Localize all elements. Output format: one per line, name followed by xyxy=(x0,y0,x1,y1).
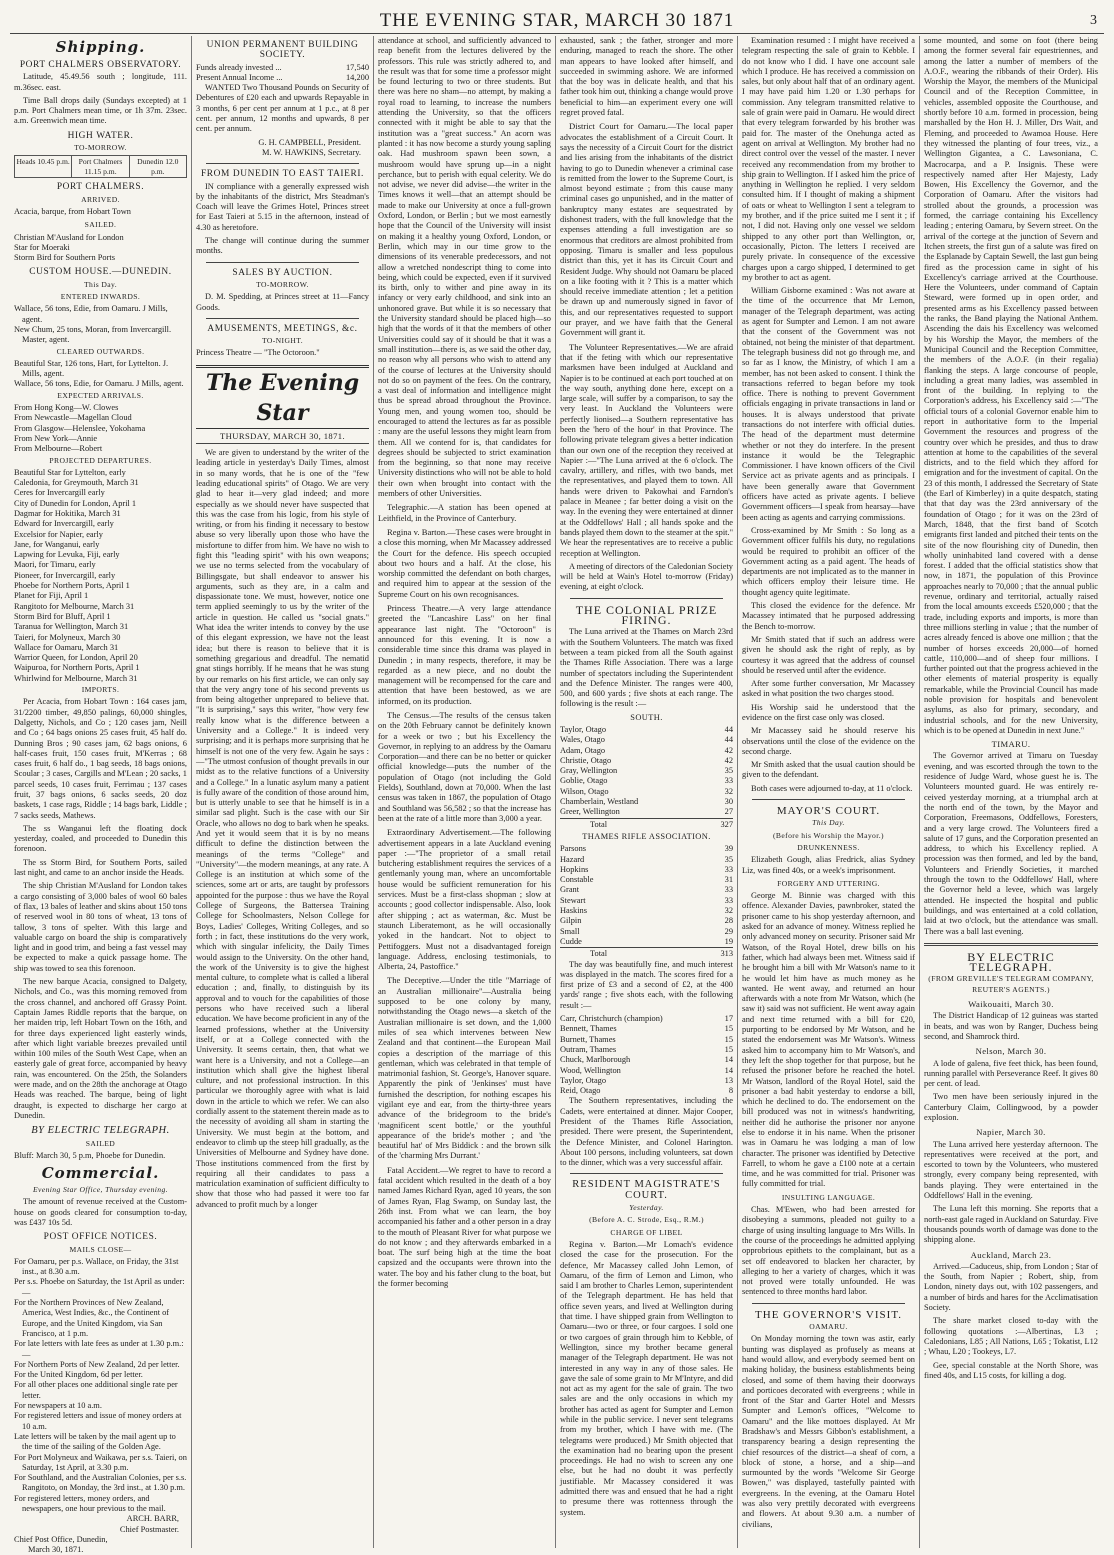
mayor-court-before: (Before his Worship the Mayor.) xyxy=(773,830,884,840)
score-row xyxy=(560,916,733,926)
high-water-sub: TO-MORROW. xyxy=(74,143,127,153)
score-row xyxy=(560,766,733,776)
score-name: Christie, Otago xyxy=(560,755,612,765)
outwards-label: CLEARED OUTWARDS. xyxy=(56,346,145,356)
evening-star-masthead: The Evening Star xyxy=(196,365,369,429)
score-name: Wood, Wellington xyxy=(560,1065,621,1075)
para-lead: The Census. xyxy=(387,710,432,720)
para-lead: Extraordinary Advertisement. xyxy=(387,827,493,838)
drunkenness-label: DRUNKENNESS. xyxy=(797,842,860,852)
union-line xyxy=(196,73,369,83)
score-row xyxy=(560,787,733,797)
south-scores-table xyxy=(560,725,733,830)
score-total-label: Total xyxy=(560,818,703,830)
score-row xyxy=(560,937,733,948)
para-text: —We regret to have to record a fatal accident which resulted in the death of a boy named James Richard Ryan, aged 10 years, the son of James Ryan, Flag Swamp, on Sunday last, the 26th inst. From what we can learn, the boy accompanied his father and a other person in a dray to the mouth of Pleasant River for what purpose we do not know ; and they afterwards embarked in a boat. The surf being high at the time the boat capsized and the occupants were thrown into the water. The boy and his father clung to the boat, but the former becoming xyxy=(378,1165,551,1289)
outwards-item: Wallace, 56 tons, Edie, for Oamaru. J Mills, agent. xyxy=(14,379,184,389)
score-name: Taylor, Otago xyxy=(560,725,607,734)
score-value: 17 xyxy=(724,1014,733,1024)
telegraph-text: Bluff: March 30, 5 p.m, Phoebe for Dunedin. xyxy=(14,1150,166,1160)
shipping-heading: Shipping. xyxy=(55,38,146,56)
resident-court-charge: CHARGE OF LIBEL xyxy=(610,1227,683,1237)
departures-label: PROJECTED DEPARTURES. xyxy=(49,455,152,465)
score-row xyxy=(560,776,733,786)
page-number: 3 xyxy=(1090,13,1098,28)
telegraph-heading: BY ELECTRIC TELEGRAPH. xyxy=(31,1125,170,1137)
para-lead: District Court for Oamaru. xyxy=(569,121,668,132)
adjourn-para: Both cases were adjourned to-day, at 11 o'clock. xyxy=(751,783,913,793)
telegraph-text: Arrived.—Caduceus, ship, from London ; Star of the South, from Napier ; Robert, ship, from London, ninety days out, with 102 passengers, and a number of birds and hares for the Acclimatisation Society. xyxy=(924,1261,1098,1313)
smith-para: Mr Smith stated that if such an address were given he should ask the right of reply, as by courtesy it was agreed that the address of counsel should be reserved until after the evidence. xyxy=(742,634,915,675)
auction-text: D. M. Spedding, at Princes street at 11—Fancy Goods. xyxy=(196,292,369,312)
masthead-title: THE EVENING STAR, MARCH 30 1871 xyxy=(379,10,735,31)
para-lead: Princess Theatre. xyxy=(387,603,451,614)
forgery-label: FORGERY AND UTTERING. xyxy=(777,878,880,888)
score-value: 33 xyxy=(724,895,733,905)
taieri-heading: FROM DUNEDIN TO EAST TAIERI. xyxy=(200,169,365,180)
governor-visit-text: On Monday morning the town was astir, early bunting was displayed as profusely as means at hand would allow, and everybody seemed bent on making holiday, the business establishments being closed, and some of them having their doorways and porticoes decorated with evergreens ; while in front of the Star and Garter Hotel and Messrs Sumpter and Lemon's offices, "Welcome to Oamaru" and the like mottoes displayed. At Mr Bradshaw's and Messrs Gibbon's establishment, a transparency bearing a design representing the chief resources of the district—a sheaf of corn, a block of stone, a horse, and a ship—and surmounted by the words "Welcome Sir George Bowen," was displayed, tastefully painted with evergreens. In the evening, at the Oamaru Hotel was also very prettily decorated with evergreens and flowers. At about 9.30 a.m. a number of civilians, xyxy=(742,1334,915,1529)
customs-day: This Day. xyxy=(83,279,118,289)
score-total-value: 327 xyxy=(703,818,733,830)
news-paragraph xyxy=(378,827,551,972)
commercial-heading: Commercial. xyxy=(41,1164,160,1183)
para-text: —A station has been opened at Leithfield, in the Province of Canterbury. xyxy=(378,503,551,523)
high-water-heading: HIGH WATER. xyxy=(67,130,134,141)
union-line xyxy=(196,63,369,73)
departure-item: Phoebe for Northern Ports, April 1 xyxy=(14,581,130,591)
leader-text: We are given to understand by the writer of the leading article in yesterday's Daily Times, almost in so many words, that he is one of the "few leading educational spirits" of Otago. We are very glad to hear it—very glad indeed; and more especially as we should never have suspected that this was the case from his logic, from his style of writing, or from his finding it necessary to bestow abuse so very liberally upon those who have the misfortune to differ from him. We have no wish to fight this "leading spirit" with his own weapons; we use no terms selected from the vocabulary of Billingsgate, but shall endeavor to answer his arguments, such as they are, in a calm and dispassionate tone. We must, however, notice one term applied seemingly to us by the writer of the article in question. He called us "social gnats." What idea the writer intends to convey by the use of this elegant expression, we have not the least idea; but there is reason to believe that it is something gregarious and dreadful. The nematid gnat stings horribly. If he means that he was stung by our remarks on his first article, we can only say that the very angry tone of his second prevents us from being altogether unprepared to believe that. "It is surprising," says this writer, "how very few really know what is the difference between a University and a College." It is indeed very surprising; and it is perhaps more surprising that he himself is not one of the very few. Again he says :—"The utmost confusion of thought prevails in our midst as to the relative functions of a University and a College." In a lunatic asylum many a patient is fully aware of the condition of those around him, but is utterly unable to see that he himself is in a similar sad plight. Such is the case with our Sir Oracle, who allows no dog to bark when he speaks. And yet it would seem that it is by no means difficult to define the distinction between the meanings of the terms "College" and "University"—the modern meanings, at any rate. A College is an institution at which some of the sciences, some art or arts, are taught by professors appointed for the purpose : thus we have the Royal College of Surgeons, the Battersea Training College for Schoolmasters, Nelson College for Boys, Ladies' Colleges, Writing Colleges, and so forth ; in fact, these institutions do the very work, which with singular infelicity, the Daily Times would assign to the University. On the other hand, the work of the University is to give the highest mental culture, to complete what is called a liberal education ; and, finally, to distinguish by its approval and to vouch for the capabilities of those persons who have received such a liberal education. We have become proficient in any of the learned professions, whether at the University itself, or at a College connected with the University. It seems certain, then, that what we want here is a University, and not a College—an institution which shall give the highest liberal culture, and not professional instruction. In this particular we thoroughly agree with what is laid down in the article to which we refer. We can also cordially assent to the statement therein made as to the necessity of avoiding all sham in starting the University. We must begin at the bottom, and endeavor to climb up the steep hill gradually, as the Universities of Melbourne and Sydney have done. Those institutions commenced from the first by requiring all their candidates to pass a matriculation examination of sufficient difficulty to show that those who had passed it were too far advanced to profit much by a longer xyxy=(196,448,369,1209)
news-paragraphs xyxy=(378,502,551,1289)
sailed-item: Storm Bird for Southern Ports xyxy=(14,253,115,263)
score-value: 27 xyxy=(724,807,733,817)
departure-item: Ceres for Invercargill early xyxy=(14,488,105,498)
score-name: Burnett, Thames xyxy=(560,1034,616,1044)
column-1 xyxy=(10,36,192,1555)
observatory-ball: Time Ball drops daily (Sundays excepted) at 1 p.m. Port Chalmers mean time, or 1h 37m. 23sec. a.m. Greenwich mean time. xyxy=(14,95,187,126)
departure-item: Waipuroa, for Northern Ports, April 1 xyxy=(14,663,140,673)
post-item: For late letters with late fees as under at 1.30 p.m.:— xyxy=(14,1339,184,1359)
smith-para-2: Mr Smith asked that the usual caution should be given to the defendant. xyxy=(742,760,915,780)
score-row xyxy=(560,927,733,937)
leader-continued: attendance at school, and sufficiently advanced to reap benefit from the lectures delivered by the professors. This rule was strictly adhered to, and the result was that for some time a professor might be found lecturing to two or three students. But there was here no sham—no attempt, by making a royal road to learning, to increase the numbers attending the University, so that the officers connected with it might be able to say that the institution was a "great success." An acorn was planted : it has now become a sturdy young sapling oak. Had mushroom spawn been sown, a mushroom would have sprung up—in a night perchance, but to perish with equal celerity. We do not advise, we never did advise—the writer in the Times knows it well—that an attempt should be made to make our University at once a full-grown Oxford, London, or Berlin ; but we most earnestly hope that the Council of the University will insist on making it a healthy young Oxford, London, or Berlin, which may in our time grow to the dimensions of its venerable predecessors, and not allow a wretched nondescript thing to come into being, which could be expected, even if it survived its birth, only to wither and pine away in its infancy or very early childhood, and sink into an unhonored grave. But while it is so necessary that the University standard should be placed high—so high that the words of it that the members of other Universities could say of it should be that it was a small institution—there is, as we said the other day, no reason why all persons who wish to attend any of the course of lectures at the University should not do so on payment of the fees. On the contrary, a vast deal of information and intelligence might thus be spread abroad throughout the Province. Young men, and young women too, should be encouraged to attend the lectures as far as possible : many are the useful lessons they might learn from them. All we contend for is, that candidates for degrees should be subjected to strict examination from the beginning, so that none may receive University distinctions who will not be able to hold their own when brought into contact with the members of other Universities. xyxy=(378,36,551,499)
mayor-court-day: This Day. xyxy=(812,818,845,828)
divider xyxy=(206,163,359,164)
score-value: 31 xyxy=(724,875,733,885)
union-heading: UNION PERMANENT BUILDING SOCIETY. xyxy=(206,40,359,61)
news-paragraph xyxy=(378,502,551,524)
column-6 xyxy=(920,36,1102,1548)
post-item: For Port Molyneux and Waikawa, per s.s. Taieri, on Saturday, 1st April, at 3.30 p.m. xyxy=(14,1452,187,1472)
divider xyxy=(752,1303,905,1304)
telegraph-place: Auckland, March 23. xyxy=(970,1249,1052,1260)
news-paragraph xyxy=(378,710,551,824)
departure-item: Taranua for Wellington, March 31 xyxy=(14,622,129,632)
para-text: —These cases were brought in a close this morning, when Mr Macassey addressed the Court for the defence. His speech occupied about two hours and a half. At the close, his worship committed the defendant on both charges, and required him to appear at the session of the Supreme Court on his own recognisances. xyxy=(378,527,551,599)
score-row xyxy=(560,756,733,766)
post-item: For registered letters, money orders, and newspapers, one hour previous to the mail. xyxy=(14,1493,166,1513)
resident-court-day: Yesterday. xyxy=(629,1203,664,1213)
score-value: 14 xyxy=(724,1065,733,1075)
taieri-text: IN compliance with a generally expressed wish by the inhabitants of the district, Mrs Steadman's Coach will leave the Grimes Hotel, Princes street for East Taieri at 5.15 in the afternoon, instead of 4.30 as heretofore. xyxy=(196,181,369,232)
news-paragraph xyxy=(378,603,551,707)
score-name: Chuck, Marlborough xyxy=(560,1055,631,1065)
telegraph-text: A lode of galena, five feet thick, has been found, running parallel with Perseverance Reef. It gives 80 per cent. of lead. xyxy=(924,1058,1098,1089)
post-item: For all other places one additional single rate per letter. xyxy=(14,1380,178,1400)
fatal-continued: exhausted, sank ; the father, stronger and more enduring, managed to reach the shore. The other man appears to have looked after himself, and succeeded in swimming ashore. We are informed that the boy was in delicate health, and that his father took him out, thinking a change would prove beneficial to him—an experiment every one will regret proved fatal. xyxy=(560,36,733,118)
score-name: Cudde xyxy=(560,936,582,946)
sailed-item: Star for Moeraki xyxy=(14,242,70,252)
score-row xyxy=(560,855,733,865)
departure-item: Beautiful Star for Lyttelton, early xyxy=(14,467,126,477)
post-sign-title: Chief Postmaster. xyxy=(119,1524,179,1534)
post-footer: Chief Post Office, Dunedin, xyxy=(14,1534,108,1544)
post-item: For the United Kingdom, 6d per letter. xyxy=(14,1370,143,1380)
score-row xyxy=(560,844,733,854)
page-masthead xyxy=(10,8,1104,34)
post-heading: POST OFFICE NOTICES. xyxy=(43,1232,158,1243)
score-row xyxy=(560,1086,733,1096)
score-name: Outram, Thames xyxy=(560,1044,617,1054)
score-name: Wilson, Otago xyxy=(560,786,609,796)
score-row xyxy=(560,896,733,906)
telegraph-source: (FROM GREVILLE'S TELEGRAM COMPANY, REUTER'S AGENTS.) xyxy=(928,974,1094,994)
column-2 xyxy=(192,36,374,1548)
score-value: 15 xyxy=(724,1044,733,1054)
telegraph-place: Napier, March 30. xyxy=(976,1127,1046,1138)
score-name: Gilpin xyxy=(560,916,582,926)
departure-item: Whirlwind for Melbourne, March 31 xyxy=(14,673,138,683)
inwards-label: ENTERED INWARDS. xyxy=(60,292,141,302)
observatory-heading: PORT CHALMERS OBSERVATORY. xyxy=(19,60,182,70)
telegraph-text: The share market closed to-day with the following quotations :—Albertinas, L3 ; Caledonians, L85 ; All Nations, L65 ; Tokatist, L12 ; Whau, L20 ; Tookeys, L7. xyxy=(924,1316,1098,1357)
score-total-value: 313 xyxy=(703,948,733,960)
outwards-item: Beautiful Star, 126 tons, Hart, for Lyttelton. J. Mills, agent. xyxy=(14,358,169,379)
score-value: 29 xyxy=(724,926,733,936)
prize-firing-text-2: The day was beautifully fine, and much interest was displayed in the match. The scores fired for a first prize of £3 and a second of £2, at the 400 yards' range ; five shots each, with the following result :— xyxy=(560,959,733,1010)
score-name: Reid, Otago xyxy=(560,1086,601,1096)
departure-item: Edward for Invercargill, early xyxy=(14,519,114,529)
union-line-label: Funds already invested ... xyxy=(196,62,282,72)
auction-heading: SALES BY AUCTION. xyxy=(232,267,333,278)
score-row xyxy=(560,807,733,818)
score-name: Stewart xyxy=(560,895,586,905)
score-name: Gray, Wellington xyxy=(560,766,618,776)
score-name: Chamberlain, Westland xyxy=(560,797,639,807)
score-value: 33 xyxy=(724,885,733,895)
score-row xyxy=(560,1076,733,1086)
departures-list xyxy=(14,468,187,684)
score-row xyxy=(560,1035,733,1045)
score-value: 33 xyxy=(724,864,733,874)
news-paragraph xyxy=(378,1165,551,1290)
departure-item: Jane, for Wanganui, early xyxy=(14,539,100,549)
amusements-sub: TO-NIGHT. xyxy=(261,336,304,346)
departure-item: Maori, for Timaru, early xyxy=(14,560,96,570)
mails-close: MAILS CLOSE— xyxy=(69,1244,132,1254)
tide-table xyxy=(14,155,187,178)
union-line-value: 17,540 xyxy=(345,62,369,72)
union-sign-secretary: M. W. HAWKINS, Secretary. xyxy=(261,147,361,157)
departure-item: Storm Bird for Bluff, April 1 xyxy=(14,611,111,621)
para-lead: Regina v. Barton. xyxy=(387,526,448,537)
score-value: 44 xyxy=(724,725,733,734)
telegraph-sailed-label: SAILED xyxy=(85,1138,116,1148)
expected-item: From Glasgow—Helenslee, Yokohama xyxy=(14,423,146,433)
commercial-office: Evening Star Office, Thursday evening. xyxy=(33,1185,168,1195)
score-row xyxy=(560,875,733,885)
port-chalmers-heading: PORT CHALMERS. xyxy=(56,182,145,193)
para-text: —The results of the census taken on the 20th February cannot be definitely known for a week or two ; but his Excellency the Governor, in replying to an address by the Oamaru Corporation—and there can be no better or quicker official knowledge—puts the number of the population of Otago (not including the Gold Fields), Southland, down at 70,000. When the last census was taken in 1867, the population of Otago and Southland was 56,582 ; so that the increase has been at the rate of a little more than 3,000 a year. xyxy=(378,711,551,823)
score-value: 42 xyxy=(724,755,733,765)
score-value: 8 xyxy=(728,1086,733,1096)
departure-item: Planet for Fiji, April 1 xyxy=(14,591,89,601)
divider xyxy=(570,1173,723,1174)
news-item: The ss Wanganui left the floating dock yesterday, coaled, and proceeded to Dunedin this forenoon. xyxy=(14,823,187,854)
taieri-note: The change will continue during the summer months. xyxy=(196,236,369,256)
expected-item: From Hong Kong—W. Clowes xyxy=(14,403,119,413)
union-line-value: 14,200 xyxy=(345,72,369,82)
departure-item: Wallace for Oamaru, March 31 xyxy=(14,642,119,652)
score-value: 35 xyxy=(724,854,733,864)
score-value: 39 xyxy=(724,844,733,854)
telegraph-place: Waikouaiti, March 30. xyxy=(968,999,1054,1010)
governor-visit-heading: THE GOVERNOR'S VISIT. xyxy=(755,1308,902,1321)
score-total-row xyxy=(560,948,733,960)
timaru-text: The Governor arrived at Timaru on Tuesday evening, and was escorted through the town to the residence of Judge Ward, whose guest he is. The Volunteers mounted guard. He was entirely re-ceived yesterday morning, at a triumphal arch at the north end of the town, by the Mayor and Corporation, Freemasons, Oddfellows, Foresters, and a very large crowd. The Volunteers fired a salute of 17 guns, and the Corporation presented an address, to which his Excellency replied. A procession was then formed, and led by the band, Volunteers and Friendly Societies, it marched through the town to the Oddfellows' Hall, where the Governor held a levee, which was largely attended. He inspected the hospital and public buildings, and was entertained at a cold collation, laid at two o'clock, but the attendance was small. There was a ball last evening. xyxy=(924,751,1098,936)
telegraph-text: The Luna left this morning. She reports that a north-east gale raged in Auckland on Saturday. Five thousands pounds worth of damage was done to the shipping alone. xyxy=(924,1204,1098,1245)
score-value: 35 xyxy=(724,766,733,776)
column-4 xyxy=(556,36,738,1548)
score-row xyxy=(560,906,733,916)
insult-label: INSULTING LANGUAGE. xyxy=(781,1192,876,1202)
para-text: —The local paper advocates the establishment of a Circuit Court. It says the necessity of a Circuit Court for the district and lies arising from the inhabitants of the district having to go to Dunedin whenever a criminal case is remitted from the lower to the Supreme Court, is almost beyond estimate ; from this cause many criminal cases go unpunished, and in the matter of bankruptcy many estates are sequestrated by dishonest traders, with the full knowledge that the expenses attending a full investigation are so enormous that creditors are almost prohibited from opposing. Timaru is smaller and less populous district than this, yet it has its Circuit Court and Resident Judge. Why should not Oamaru be placed on a like footing with it ? This is a matter which should receive immediate attention ; let a petition be drawn up and numerously signed in favor of this, and our representatives requested to support our prayer, and we have faith that the General Government will grant it. xyxy=(560,122,733,338)
score-row xyxy=(560,1055,733,1065)
score-value: 15 xyxy=(724,1024,733,1034)
close-para: This closed the evidence for the defence. Mr Macassey intimated that he purposed addressing the Bench to-morrow. xyxy=(742,601,915,631)
timaru-heading: TIMARU. xyxy=(991,739,1031,750)
telegraph-items xyxy=(924,999,1098,1381)
sailed-item: Christian M'Ausland for London xyxy=(14,232,124,242)
score-value: 14 xyxy=(724,1055,733,1065)
forgery-text: George M. Binnie was charged with this offence. Alexander Davies, pawnbroker, stated the prisoner came to his shop yesterday afternoon, and asked for an advance of money. Witness replied he only advanced money on security. Prisoner said Mr Watson, of the Royal Hotel, drew bills on his father, which had always been met. Witness said if he brought him a bill with Mr Watson's name to it he would let him have as much money as he wanted. He went away, and returned an hour afterwards with a note from Mr Watson, which (he saw it) said was not sufficient. He went away again and next time returned with a bill for £20, purporting to be endorsed by Mr Watson, and he stated the endorsement was Mr Watson's. Witness asked him to accompany him to Mr Watson's, and they left the shop together for that purpose, but he refused the prisoner before he reached the hotel. Mr Watson, landlord of the Royal Hotel, said the prisoner a bad habit yesterday to endorse a bill, which he declined to do. The endorsement on the bill produced was not in witness's handwriting, neither did he authorise the prisoner nor anyone else to endorse it in his name. When the prisoner was in Oamaru he was lodging a man of low character. The prisoner was identified by Detective Farrell, to whom he gave a £100 note at a certain time, and he was committed for trial. Prisoner was fully committed for trial. xyxy=(742,891,915,1189)
score-name: Haskins xyxy=(560,906,587,916)
score-name: Small xyxy=(560,926,580,936)
departure-item: Rangitoto for Melbourne, March 31 xyxy=(14,601,135,611)
union-line-label: Present Annual Income ... xyxy=(196,72,283,82)
amusements-heading: AMUSEMENTS, MEETINGS, &c. xyxy=(207,323,358,334)
score-row xyxy=(560,885,733,895)
expected-item: From Melbourne—Robert xyxy=(14,444,103,454)
customs-heading: CUSTOM HOUSE.—DUNEDIN. xyxy=(29,267,172,278)
post-item: For the Northern Provinces of New Zealand, America, West Indies, &c., the Continent of Europe, and the United Kingdom, via San Francisco, at 1 p.m. xyxy=(14,1298,170,1338)
cross-para: Cross-examined by Mr Smith : So long as a Government officer fulfils his duty, no regulations would be required to prohibit an officer of the Government acting as a paid agent. The heads of departments are not implicated as to the manner in which officers employ their leisure time. He thought agency quite legitimate. xyxy=(742,525,915,597)
score-name: Carr, Christchurch (champion) xyxy=(560,1014,663,1024)
post-item: For Southland, and the Australian Colonies, per s.s. Rangitoto, on Monday, the 3rd inst., at 1.30 p.m. xyxy=(14,1473,187,1493)
insult-text: Chas. M'Ewen, who had been arrested for disobeying a summons, pleaded not guilty to a charge of using insulting language to Mrs Wills. In the course of the proceedings he admitted applying opprobrious epithets to the complainant, but as a set off endeavored to blacken her character, by alleging to her a variety of charges, which it was not proved were totally unfounded. He was sentenced to three months hard labor. xyxy=(742,1205,915,1297)
para-lead: Fatal Accident. xyxy=(387,1164,440,1175)
score-name: Bennett, Thames xyxy=(560,1024,617,1034)
auction-sub: TO-MORROW. xyxy=(256,279,309,289)
district-court-para xyxy=(560,121,733,338)
post-sign-name: ARCH. BARR, xyxy=(126,1514,179,1524)
departure-item: Taieri, for Molyneux, March 30 xyxy=(14,632,121,642)
post-list xyxy=(14,1257,187,1514)
telegraph-text: The District Handicap of 12 guineas was started in beats, and was won by Ranger, Duchess being second, and Shamrock third. xyxy=(924,1011,1098,1041)
score-row xyxy=(560,797,733,807)
score-row xyxy=(560,1066,733,1076)
sailed-label: SAILED. xyxy=(84,220,117,230)
post-item: Late letters will be taken by the mail agent up to the time of the sailing of the Golden Age. xyxy=(14,1431,176,1452)
gisborne-para: William Gisborne examined : Was not aware at the time of the occurrence that Mr Lemon, manager of the Telegraph department, was acting as agent for Sumpter and Lemon. I am not aware that the consent of the Government was not obtained, not being the minister of that department. The telegraph business did not go through me, and so far as I know, the Ministry, of which I am a member, has not been asked to consent. I think the transactions referred to began before my took office. There is nothing to prevent Government officials engaging in private transactions in land or houses. It is always understood that private transactions do not interfere with official duties. The head of the department must determine whether or not they do interfere. In the present instance it would be the Telegraphic Commissioner. I have known officers of the Civil Service act as private agents and as principals. I have been generally aware that Government officers have acted as private agents. I believe Government officers—I speak from hearsay—have been acting as agents and carrying commissions. xyxy=(742,286,915,522)
score-total-row xyxy=(560,818,733,830)
expected-list xyxy=(14,403,187,454)
divider xyxy=(206,318,359,319)
commercial-text: The amount of revenue received at the Custom-house on goods cleared for consumption to-day, was £437 10s 5d. xyxy=(14,1197,187,1227)
inwards-item: Wallace, 56 tons, Edie, from Oamaru. J Mills, agent. xyxy=(14,304,168,324)
news-item: The ship Christian M'Ausland for London takes a cargo consisting of 3,000 bales of wool 60 bales of flax, 13 bales of leather and skins about 150 tons of reserved wool in 80 tons of wheat, 13 tons of tallow, 3 tons of spelter. With this large and valuable cargo on board the ship is comparatively light and in good trim, and being a fast vessel may be expected to make a quick passage home. The ship was towed to sea this forenoon. xyxy=(14,881,187,973)
imports-text: Per Acacia, from Hobart Town : 164 cases jam, 31/2200 timber, 49,850 palings, 60,000 shingles, Dalgetty, Nichols, and Co ; 120 cases jam, Neill and Co ; 64 bags onions 25 cases fruit, 45 half do. Dunning Bros ; 90 cases jam, 62 bags onions, 6 half-cases fruit, 150 cases fruit, M'Kerras ; 68 cases fruit, 6 half do., 1 bag seeds, 18 bags onions, Scoular ; 3 cases, Cargills and M'Lean ; 20 sacks, 1 parcel seeds, 10 cases fruit, Ferrimau ; 137 cases fruit, 37 bags onions, 6 sacks seeds, 20 doz baskets, 1 case rags, Riddle ; 14 bags bark, Liddle ; 7 sacks seeds, Mathews. xyxy=(14,697,187,820)
thames-label: THAMES RIFLE ASSOCIATION. xyxy=(582,831,711,841)
score-row xyxy=(560,1045,733,1055)
post-footer-date: March 30, 1871. xyxy=(28,1545,84,1555)
score-value: 30 xyxy=(724,797,733,807)
para-lead: The Deceptive. xyxy=(387,975,442,986)
exam-continued: Examination resumed : I might have received a telegram respecting the sale of grain to Kebble. I do not know who I did. I have one account sale which I produce. He has received a commission on sales, but only about half that of an ordinary agent. I may have paid him 1.20 or 1.30 perhaps for commission. Any telegram transmitted relative to sale of grain were paid in Oamaru. He would direct that every telegram forwarded by his brother was paid for. The master of the Onehunga acted as agent on arrival at Wellington. My brother had no direct control over the vessel of the master. I never received any recommendation from my brother to ship grain to Wellington. If I asked him the price of anything in Wellington he replied. I very seldom consulted him. If I thought of making a shipment of oats or wheat to Wellington I sent a telegram to my brother, and if the price suited me I sent it ; if not, I did not. Having only one vessel we seldom shipped to any other port than Wellington, or, occasionally, Picton. The letters I received are purely private. In consequence of the excessive charges upon a cargo shipped, I determined to get my brother to act as agent. xyxy=(742,36,915,282)
telegraph-text: The Luna arrived here yesterday afternoon. The representatives were received at the port, and escorted to town by the Volunteers, who mustered strongly, every company being represented, with bands playing. They were entertained in the Oddfellows' Hall in the evening. xyxy=(924,1139,1098,1201)
score-value: 44 xyxy=(724,735,733,745)
departure-item: Lapwing for Levuka, Fiji, early xyxy=(14,550,120,560)
resident-court-text: Regina v. Barton.—Mr Lomach's evidence closed the case for the prosecution. For the defence, Mr Macassey called John Lemon, of Oamaru, of the firm of Lemon and Limon, who said I am brother to Charles Lemon, superintendent of the Telegraph department. He has held that office seven years, and lived at Wellington during that time. I have shipped grain from Wellington to Oamaru—two or three, or four cargoes. I sold one or two cargoes of grain through him to Kebble, of Wellington, since my brother became general manager of the Telegraph department. He was not interested in any way in any of those sales. He gave the sale of some grain to Mr M'Intyre, and did not act as my agent for the sale of grain. The two sales are and the only occasions in which my brother has acted as agent for Sumpter and Lemon while in the public service. I never sent telegrams from my brother, which I have with me. (The telegrams were produced.) Mr Smith objected that the examination had no bearing upon the present proceedings. He had no wish to screen any one else, but he had no doubt it was perfectly justifiable. Mr Macassey considered it was admitted there was and ensued that he had a right to presume there was rottenness through the system. xyxy=(560,1239,733,1517)
prize-firing-heading: THE COLONIAL PRIZE FIRING. xyxy=(575,602,718,628)
column-3 xyxy=(374,36,556,1548)
score-total-label: Total xyxy=(560,948,703,960)
score-value: 32 xyxy=(724,786,733,796)
post-item: For newspapers at 10 a.m. xyxy=(14,1401,102,1411)
score-value: 28 xyxy=(724,916,733,926)
divider xyxy=(570,598,723,599)
worship-para: His Worship said he understood that the evidence on the first case only was closed. xyxy=(742,702,915,722)
score-name: Taylor, Otago xyxy=(560,1075,607,1085)
expected-label: EXPECTED ARRIVALS. xyxy=(57,390,144,400)
score-name: Goblie, Otago xyxy=(560,776,608,786)
resident-court-before: (Before A. C. Strode, Esq., R.M.) xyxy=(589,1215,704,1225)
score-row xyxy=(560,746,733,756)
double-divider xyxy=(924,943,1098,946)
prize-scores-table xyxy=(560,1014,733,1096)
para-text: —Under the title "Marriage of an Australian millionaire"—Australia being supposed to be one colony by many, notwithstanding the Otago news—a sketch of the Australian millionaire is set down, and the 1,000 miles of sea which intervenes between New Zealand and that continent—the European Mail copies a description of the marriage of this gentleman, which was celebrated in that temple of matrimonial fashion, St. George's, Hanover square. Apparently the pink of 'Jenkinses' must have furnished the description, for nothing escapes his vigilant eye and ear, from the thirty-three years advance of the bridegroom to the bride's 'magnificent scent bottle,' or the youthful appearance of the bride's mother ; and 'the beautiful hat' of Mrs Biddick : and the brown silk of the 'charming Mrs Durrant.' xyxy=(378,976,551,1161)
score-row xyxy=(560,1014,733,1024)
score-name: Adam, Otago xyxy=(560,745,606,755)
score-row xyxy=(560,735,733,745)
tide-heads: Heads 10.45 p.m. xyxy=(15,156,72,177)
post-item: For Oamaru, per p.s. Wallace, on Friday, the 31st inst., at 8.30 a.m. xyxy=(14,1256,179,1277)
south-label: SOUTH. xyxy=(630,712,663,722)
divider xyxy=(752,799,905,800)
news-item: The new barque Acacia, consigned to Dalgety, Nichols, and Co., was this morning removed from the cross channel, and anchored off Grassy Point. Captain James Riddle reports that the barque, on her maiden trip, left Hobart Town on the 16th, and for three days experienced light easterly winds, after which light variable breezes prevailed until within 100 miles of the South West Cape, when an easterly gale of great force, accompanied by heavy rain, was encountered. On the 25th, the Solanders were made, and on the 28th the anchorage at Otago Heads was reached. The barque, being of light draught, is expected to discharge her cargo at Dunedin. xyxy=(14,977,187,1120)
score-value: 13 xyxy=(724,1075,733,1085)
mayor-court-heading: MAYOR'S COURT. xyxy=(776,805,881,818)
para-lead: The Volunteer Representatives. xyxy=(569,341,679,352)
score-name: Constable xyxy=(560,875,594,885)
score-name: Greer, Wellington xyxy=(560,807,620,817)
post-item: For registered letters and issue of money orders at 10 a.m. xyxy=(14,1411,182,1431)
para-lead: Telegraphic. xyxy=(387,502,430,513)
news-item: The ss Storm Bird, for Southern Ports, sailed last night, and came to an anchor inside the Heads. xyxy=(14,857,187,878)
inwards-item: New Chum, 25 tons, Moran, from Invercargill. Master, agent. xyxy=(14,324,172,345)
column-5 xyxy=(738,36,920,1548)
score-name: Hazard xyxy=(560,854,585,864)
telegraph-text: Two men have been seriously injured in the Canterbury Claim, Collingwood, by a powder explosion. xyxy=(924,1092,1098,1122)
para-text: —The following advertisement appears in a late Auckland evening paper :—"The proprietor of a small retail butchering establishment requires the services of a gentlemanly young man, where an uncomfortable house would be sufficient remuneration for his services. Must be a first-class shopman ; slow at accounts ; good collector indispensable. Also, look after shipping ; act as waterman, &c. Must be staunch Liberatemont, as he will occasionally yoked in the handcart. Not to object to Pettifoggers. Must not a disadvantaged foreign language. Address, enclosing testimonials, to Alberta, 24, Pastoffice." xyxy=(378,828,552,972)
imports-label: IMPORTS. xyxy=(81,685,120,695)
resident-court-heading: RESIDENT MAGISTRATE'S COURT. xyxy=(572,1179,721,1201)
observatory-text: Latitude, 45.49.56 south ; longitude, 111. m.36sec. east. xyxy=(14,72,187,92)
expected-item: From Newcastle—Magellan Cloud xyxy=(14,413,132,423)
score-value: 42 xyxy=(724,745,733,755)
score-name: Grant xyxy=(560,885,580,895)
telegraph-heading-2: BY ELECTRIC TELEGRAPH. xyxy=(967,949,1055,975)
amusements-text: Princess Theatre — "The Octoroon." xyxy=(196,348,320,358)
telegraph-text: Gee, special constable at the North Shore, was fined 40s, and L15 costs, for killing a dog. xyxy=(924,1360,1098,1380)
score-name: Hopkins xyxy=(560,864,589,874)
departure-item: Excelsior for Napier, early xyxy=(14,529,103,539)
score-value: 19 xyxy=(724,936,733,946)
post-item: Per s.s. Phoebe on Saturday, the 1st April as under:— xyxy=(14,1277,185,1297)
union-sign-president: G. H. CAMPBELL, President. xyxy=(258,137,361,147)
macassey-para: Mr Macassey said he should reserve his observations until the close of the evidence on the second charge. xyxy=(742,726,915,756)
departure-item: Warrior Queen, for London, April 20 xyxy=(14,653,138,663)
para-text: —A very large attendance greeted the "Lancashire Lass" on her final appearance last night. The "Octoroon" is announced for this evening. It is now a considerable time since this drama was played in Dunedin ; in many respects, therefore, it may be regarded as a new piece, and no doubt the management will be recompensed for the care and attention that have been bestowed, as we are informed, on its production. xyxy=(378,604,551,706)
para-text: —We are afraid that if the feting with which our representative marksmen have been indulged at Auckland and Napier is to be continued at each port touched at on the way south, anything done here, except on a large scale, will suffer by a comparison, to say the very least. In Auckland the Volunteers were perfectly lionised—a Southern representative has been the 'hero of the hour' in that Province. The following private telegram gives a better indication than our own one of the reception they received at Napier :—"The Luna arrived at the 6 o'clock. The cavalry, artillery, and rifles, with two bands, met the representatives, and played them to town. All hands were driven to Pakowhai and Farndon's palace in Meanee ; far better doing a visit on the way. In the evening they were entertained at dinner at the Oddfellows' Hall ; all hands spoke and the bands played them down to the steamer at the spit." We hear the representatives are to receive a public reception at Wellington. xyxy=(560,342,734,558)
tide-port: Port Chalmers 11.15 p.m. xyxy=(72,156,129,177)
union-text: WANTED Two Thousand Pounds on Security of Debentures of £20 each and upwards Repayable in 3 months, 6 per cent per annum at 1 p.c., at 8 per cent. per annum, 12 months and upwards, 8 per cent. per annum. xyxy=(196,83,369,134)
arrived-text: Acacia, barque, from Hobart Town xyxy=(14,206,131,216)
expected-item: From New York—Annie xyxy=(14,433,98,443)
score-value: 33 xyxy=(724,776,733,786)
divider xyxy=(206,262,359,263)
departure-item: Caledonia, for Greymouth, March 31 xyxy=(14,478,139,488)
departure-item: Pioneer, for Invercargill, early xyxy=(14,570,116,580)
prize-firing-text: The Luna arrived at the Thames on March 23rd with the Southern Volunteers. The match was fixed between a team picked from all the South against the Thames Rifle Association. There was a large number of spectators including the Superintendent and the Defence Minister. The ranges were 400, 500, and 600 yards ; five shots at each range. The following is the result :— xyxy=(560,627,733,709)
after-para: After some further conversation, Mr Macassey asked in what position the two charges stood. xyxy=(742,679,915,699)
score-row xyxy=(560,865,733,875)
score-name: Wales, Otago xyxy=(560,735,605,745)
thames-scores-table xyxy=(560,844,733,959)
prize-firing-text-3: The Southern representatives, including the Cadets, were entertained at dinner. Major Cooper, President of the Thames Rifle Association, presided. There were present, the Superintendent, the Defence Minister, and Colonel Harington. About 100 persons, including volunteers, sat down to the dinner, which was a very successful affair. xyxy=(560,1096,733,1168)
score-row xyxy=(560,1024,733,1034)
telegraph-place: Nelson, March 30. xyxy=(975,1046,1047,1057)
governor-visit-place: OAMARU. xyxy=(809,1322,848,1332)
caledonian-para: A meeting of directors of the Caledonian Society will be held at Wain's Hotel to-morrow (Friday) evening, at eight o'clock. xyxy=(560,561,733,592)
score-name: Parsons xyxy=(560,844,587,854)
score-row xyxy=(560,725,733,735)
drunkenness-text: Elizabeth Gough, alias Fredrick, alias Sydney Liz, was fined 40s, or a week's imprisonment. xyxy=(742,855,915,875)
news-paragraph xyxy=(378,975,551,1161)
volunteer-para xyxy=(560,342,733,559)
arrived-label: ARRIVED. xyxy=(81,194,120,204)
score-value: 32 xyxy=(724,906,733,916)
departure-item: Dagmar for Hokitika, March 31 xyxy=(14,508,121,518)
post-item: For Northern Ports of New Zealand, 2d per letter. xyxy=(14,1359,180,1369)
issue-date: THURSDAY, MARCH 30, 1871. xyxy=(196,431,369,444)
tide-dunedin: Dunedin 12.0 p.m. xyxy=(137,157,179,176)
governor-continued: some mounted, and some on foot (there being among the former several fair equestriennes, and among the latter a number of members of the A.O.F., wearing the ribbands of their Order). His Worship the Mayor, the members of the Municipal Council and of the Reception Committee, in vehicles, assembled opposite the Courthouse, and shortly before 10 a.m. formed in procession, being marshalled by the Hon H. J. Miller, Drs Wait, and Fleming, and proceeded to Awamoa House. Here they witnessed the planting of four trees, viz., a Wellington Gigantea, a C. Lawsoniana, C. Macrocarpa, and a P. Insignis. These were respectively named after Her Majesty, Lady Bowen, His Excellency the Governor, and the Corporation of Oamaru. After the visitors had strolled about the grounds, a procession was formed, the carriage containing his Excellency leading ; entering Oamaru, by Severn street. On the arrival of the cortege at the junction of Severn and Itchen streets, the first gun of a salute was fired on the Esplanade by Captain Sewell, the last gun being fired as the procession came in sight of his Excellency's carriage arrived at the Courthouse. Here the Volunteers, under command of Captain Steward, were formed up in open order, and presented arms as his Excellency passed between the ranks, the Band playing the National Anthem. Ascending the dais his Excellency was welcomed by his Worship the Mayor, the members of the Municipal Council and the Reception Committee, the members of the A.O.F. (in their regalia) flanking the steps. A large concourse of people, including a great many ladies, was assembled in front of the building. In replying to the Corporation's address, his Excellency said :—"The official tours of a colonial Governor enable him to report in authoritative form to the Imperial Government the resources and progress of the country over which he presides, and thus to draw attention at home to the capabilities of the several districts, and to the field which they afford for emigration and for the investment of capital. On the 23 of this month, I addressed the Secretary of State (the Earl of Kimberley) in a quite despatch, stating that that day was the 23rd anniversary of the foundation of Otago ; for it was on the 23rd of March, 1848, that the first band of Scotch emigrants first landed and pitched their tents on the site of the now flourishing city of Dunedin, then wholly uninhabited land covered with a dense forest. I added that the official statistics show that now, in 1871, the population of this Province approaches nearly to 70,000 ; that the annual public revenue, ordinary and territorial, actually raised from the local amounts exceeds £520,000 ; that the trade, including exports and imports, is more than three millions sterling in value ; that the number of acres already fenced is above one million ; that the number of horses exceeds 20,000—of horned cattle, 110,000—and of sheep four millions. I further pointed out that the progress achieved in the other elements of material prosperity is equally remarkable, while the Provincial Council has made noble provision for hospitals and benevolent asylums, as also for primary, secondary, and industrial schools, and for the new University, which is to be opened at Dunedin in next June." xyxy=(924,36,1098,735)
news-paragraph xyxy=(378,527,551,600)
departure-item: City of Dunedin for London, April 1 xyxy=(14,498,137,508)
score-value: 15 xyxy=(724,1034,733,1044)
